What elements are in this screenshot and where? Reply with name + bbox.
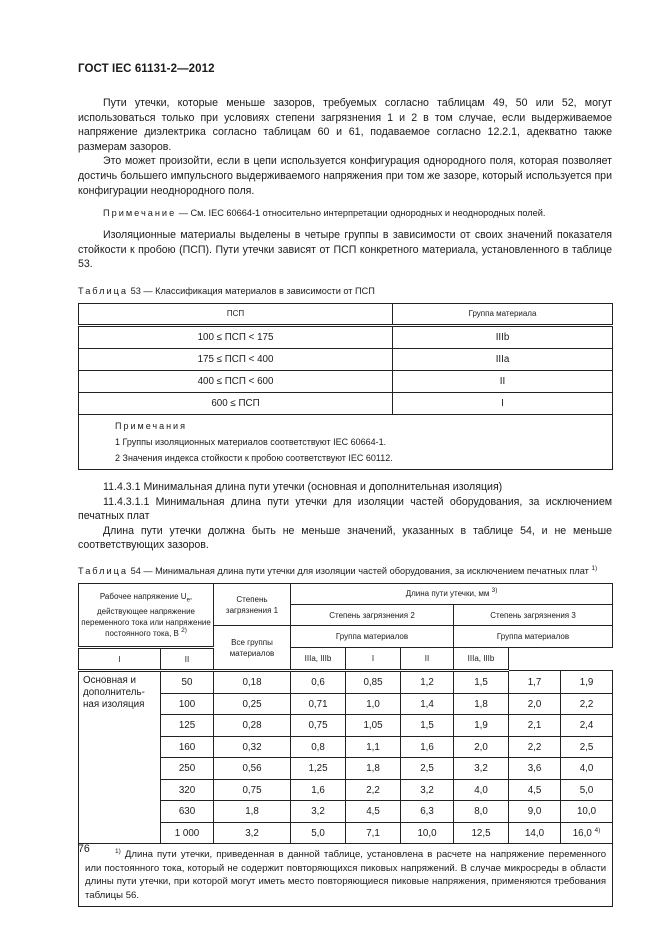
table-53 bbox=[78, 303, 613, 470]
paragraph: Изоляционные материалы выделены в четыре группы в зависимости от своих значений показателя стойкости к пробою (ПСП). Пути утечки зависят от ПСП конкретного материала, установленного в таблице 53. bbox=[78, 229, 612, 271]
table-row: 175 ≤ ПСП < 400 IIIa bbox=[79, 348, 613, 370]
table-row: 125 0,28 0,75 1,05 1,5 1,9 2,1 2,4 bbox=[79, 715, 613, 737]
all-groups-header: Все группы материалов bbox=[214, 626, 291, 671]
paragraph: Длина пути утечки должна быть не меньше значений, указанных в таблице 54, и не меньше соответствующих зазоров. bbox=[78, 524, 612, 552]
table54-caption: Таблица 54 — Минимальная длина пути утечки для изоляции частей оборудования, за исключением печатных плат $^{1)}$ bbox=[78, 564, 598, 576]
page-number: 76 bbox=[78, 843, 90, 855]
column-header: ПСП bbox=[79, 303, 393, 325]
table-row: 250 0,56 1,25 1,8 2,5 3,2 3,6 4,0 bbox=[79, 758, 613, 780]
table-header-row: I II IIIa, IIIb I II IIIa, IIIb bbox=[79, 647, 613, 671]
table-row: 600 ≤ ПСП I bbox=[79, 392, 613, 414]
table-header-row bbox=[79, 583, 613, 604]
table-row: 630 1,8 3,2 4,5 6,3 8,0 9,0 10,0 bbox=[79, 801, 613, 823]
page-body bbox=[78, 96, 612, 907]
note-item: 2 Значения индекса стойкости к пробою соответствуют IEC 60112. bbox=[115, 452, 393, 463]
note-text: — См. IEC 60664-1 относительно интерпретации однородных и неоднородных полей. bbox=[176, 208, 546, 219]
row-label: Основная и дополнитель-ная изоляция bbox=[79, 671, 161, 844]
column-header: Группа материала bbox=[393, 303, 613, 325]
group-header: Группа материалов bbox=[454, 626, 613, 648]
paragraph: Это может произойти, если в цепи используется конфигурация однородного поля, которая позволяет достичь большего импульсного выдерживаемого напряжения при том же зазоре, который используется при конфигурации неоднородного поля. bbox=[78, 155, 612, 197]
table-notes-row bbox=[79, 414, 613, 469]
table-footnote: $^{1)}$ Длина пути утечки, приведенная в данной таблице, установлена в расчете на напряжение переменного или постоянного тока, который не содержит повторяющихся пиковых напряжений. В случае микросреды в области длины пути утечки, при которой могут иметь место повторяющиеся пиковые напряжения, применяются требования таблицы 56. bbox=[79, 844, 613, 907]
table-footnote-row bbox=[79, 844, 613, 907]
pd2-header: Степень загрязнения 2 bbox=[291, 604, 454, 626]
table-54 bbox=[78, 583, 613, 908]
section-heading: 11.4.3.1 Минимальная длина пути утечки (основная и дополнительная изоляция) bbox=[103, 480, 503, 493]
table-row: 1 000 3,2 5,0 7,1 10,0 12,5 14,0 16,0 $^{4)}$ bbox=[79, 822, 613, 844]
note-item: 1 Группы изоляционных материалов соответствуют IEC 60664-1. bbox=[115, 436, 387, 447]
table-row: 400 ≤ ПСП < 600 II bbox=[79, 370, 613, 392]
group-header: Группа материалов bbox=[291, 626, 454, 648]
table-row: 100 0,25 0,71 1,0 1,4 1,8 2,0 2,2 bbox=[79, 693, 613, 715]
table-notes bbox=[79, 414, 613, 469]
table-row: 160 0,32 0,8 1,1 1,6 2,0 2,2 2,5 bbox=[79, 736, 613, 758]
table-row: Основная и дополнитель-ная изоляция 50 0,18 0,6 0,85 1,2 1,5 1,7 1,9 bbox=[79, 671, 613, 694]
note-label: Примечание bbox=[103, 208, 177, 219]
paragraph: Пути утечки, которые меньше зазоров, требуемых согласно таблицам 49, 50 или 52, могут использоваться только при условиях степени загрязнения 1 и 2 в том случае, если выдерживаемое напряжение диэлектрика согласно таблицам 60 и 61, подаваемое согласно 12.2.1, адекватно также размерам зазоров. bbox=[78, 97, 612, 153]
table53-caption: Таблица 53 — Классификация материалов в зависимости от ПСП bbox=[78, 285, 375, 296]
section-heading: 11.4.3.1.1 Минимальная длина пути утечки для изоляции частей оборудования, за исключением печатных плат bbox=[78, 495, 612, 523]
voltage-header: Рабочее напряжение $U_e$, действующее напряжение переменного тока или напряжение постоянного тока, В $^{2)}$ bbox=[79, 583, 214, 647]
pd1-header: Степень загрязнения 1 bbox=[214, 583, 291, 626]
pd3-header: Степень загрязнения 3 bbox=[454, 604, 613, 626]
note bbox=[78, 207, 612, 220]
notes-label: Примечания bbox=[115, 420, 187, 431]
length-header: Длина пути утечки, мм $^{3)}$ bbox=[291, 583, 613, 604]
table-row: 100 ≤ ПСП < 175 IIIb bbox=[79, 325, 613, 348]
document-header: ГОСТ IEC 61131-2—2012 bbox=[78, 63, 215, 75]
table-row: 320 0,75 1,6 2,2 3,2 4,0 4,5 5,0 bbox=[79, 779, 613, 801]
table-header-row bbox=[79, 303, 613, 325]
